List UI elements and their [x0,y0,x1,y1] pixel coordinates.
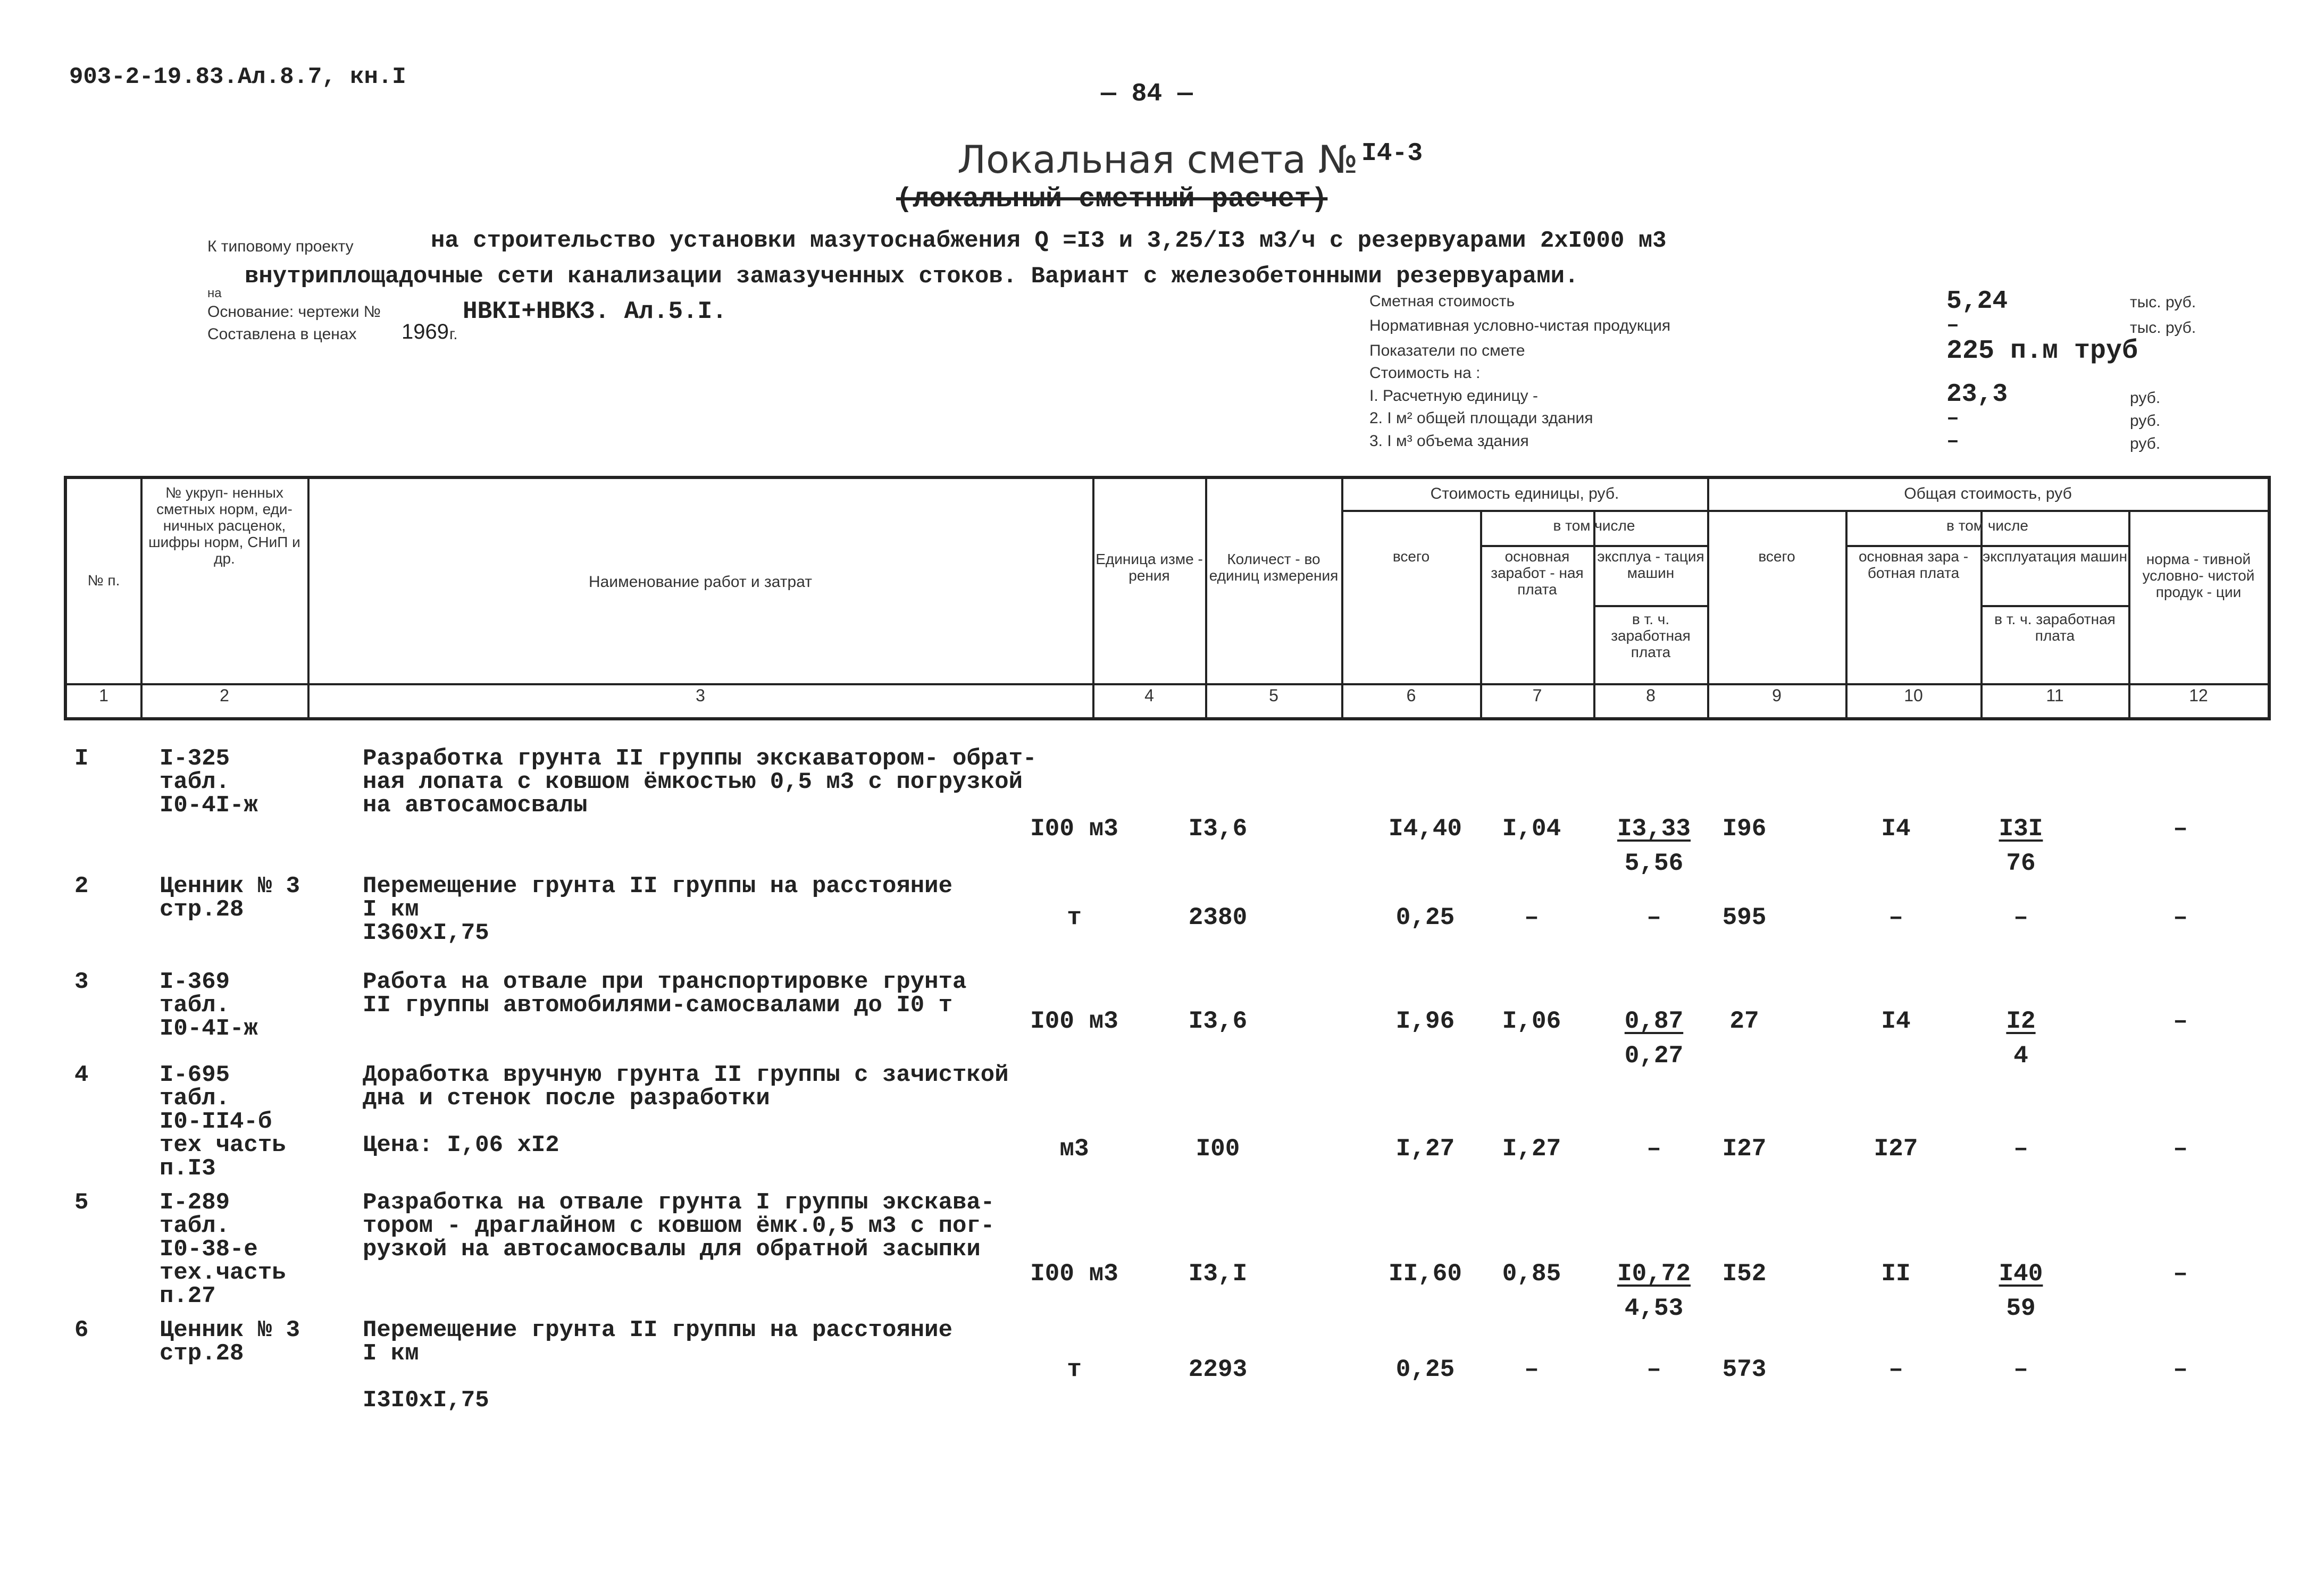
cell-c7: 0,85 [1502,1260,1561,1288]
cell-code: I-695 табл. I0-II4-б тех часть п.I3 [160,1062,286,1182]
col-number: 2 [220,686,229,705]
summary-value: – [1946,407,1960,431]
cell-c8: I3,33 [1617,815,1691,843]
header-normativ: норма - тивной условно- чистой продук - ции [2142,551,2255,600]
cell-c12: – [2173,1008,2188,1035]
cell-n: I [74,745,89,772]
cell-c10: II [1881,1260,1911,1288]
cell-c9: 27 [1729,1008,1759,1035]
col-number: 9 [1772,686,1782,705]
summary-value: – [1946,314,1960,338]
cell-c12: – [2173,815,2188,843]
cell-c8: 0,87 [1624,1008,1684,1035]
summary-unit: тыс. руб. [2130,293,2196,311]
estimate-table-header [64,476,2271,720]
header-col-name: Наименование работ и затрат [588,573,812,591]
header-group-total-cost: Общая стоимость, руб [1904,485,2072,502]
col-number: 5 [1269,686,1278,705]
cell-n: 2 [74,873,89,900]
cell-c7: – [1524,1356,1539,1383]
cell-c9: I52 [1722,1260,1767,1288]
cell-code: Ценник № 3 стр.28 [160,873,300,923]
cell-name: Доработка вручную грунта II группы с зачисткой дна и стенок после разработки Цена: I,06 xI2 [363,1062,1009,1158]
cell-name: Работа на отвале при транспортировке грунта II группы автомобилями-самосвалами до I0 т [363,969,967,1019]
summary-value: 225 п.м труб [1946,336,2138,366]
header-ekspl: эксплуа - тация машин [1597,548,1704,581]
cell-n: 4 [74,1062,89,1088]
cell-c8: – [1646,1135,1661,1163]
cell-c8b: 4,53 [1624,1295,1684,1322]
cell-unit: т [1067,904,1082,931]
summary-value: 5,24 [1946,287,2008,316]
prices-suffix: г. [449,325,458,343]
cell-unit: т [1067,1356,1082,1383]
cell-qty: 2380 [1188,904,1248,931]
header-osnovnaya-total: основная зара - ботная плата [1858,548,1969,581]
summary-label: 2. I м² общей площади здания [1369,409,1593,427]
header-vtch: в т. ч. заработная плата [1611,611,1691,660]
header-col-unit: Единица изме - рения [1096,551,1203,584]
cell-c9: 595 [1722,904,1767,931]
summary-unit: тыс. руб. [2130,319,2196,337]
cell-n: 3 [74,969,89,995]
cell-c11b: 4 [2013,1042,2028,1070]
summary-unit: руб. [2130,435,2161,452]
header-group-unit-cost: Стоимость единицы, руб. [1430,485,1619,502]
cell-c11: I3I [1999,815,2043,843]
cell-c7: I,06 [1502,1008,1561,1035]
cell-name: Перемещение грунта II группы на расстояние I км I3I0xI,75 [363,1317,952,1414]
header-col-code: № укруп- ненных сметных норм, еди- ничных расценок, шифры норм, СНиП и др. [148,484,300,567]
cell-c7: I,27 [1502,1135,1561,1163]
header-col-no: № п. [87,572,120,589]
summary-label: Показатели по смете [1369,342,1525,359]
cell-c11: I2 [2006,1008,2036,1035]
cell-c12: – [2173,904,2188,931]
header-col-qty: Количест - во единиц измерения [1209,551,1339,584]
cell-c11: – [2013,1135,2028,1163]
cell-c8b: 0,27 [1624,1042,1684,1070]
col-number: 3 [696,686,705,705]
col-number: 10 [1904,686,1923,705]
header-vsego-total: всего [1758,548,1795,565]
summary-label: 3. I м³ объема здания [1369,432,1529,450]
smeta-number: I4-3 [1361,139,1423,168]
cell-c10: – [1888,1356,1903,1383]
cell-c6: I4,40 [1388,815,1462,843]
summary-value: – [1946,430,1960,454]
cell-c6: 0,25 [1395,904,1455,931]
cell-c8b: 5,56 [1624,850,1684,877]
cell-c8: – [1646,904,1661,931]
document-code: 903-2-19.83.Ал.8.7, кн.I [69,64,406,90]
cell-c10: I4 [1881,815,1911,843]
col-number: 8 [1646,686,1656,705]
cell-c12: – [2173,1135,2188,1163]
cell-c8: – [1646,1356,1661,1383]
cell-n: 5 [74,1189,89,1216]
cell-c9: I27 [1722,1135,1767,1163]
cell-unit: I00 м3 [1030,1260,1118,1288]
cell-name: Перемещение грунта II группы на расстояние I км I360xI,75 [363,873,952,946]
cell-c11: I40 [1999,1260,2043,1288]
cell-qty: I00 [1196,1135,1240,1163]
cell-unit: I00 м3 [1030,1008,1118,1035]
summary-unit: руб. [2130,389,2161,407]
cell-c10: I4 [1881,1008,1911,1035]
col-number: 4 [1144,686,1154,705]
cell-c12: – [2173,1356,2188,1383]
cell-code: I-325 табл. I0-4I-ж [160,745,258,819]
cell-c6: I,27 [1395,1135,1455,1163]
cell-c10: I27 [1874,1135,1918,1163]
summary-label: Стоимость на : [1369,364,1481,382]
page-number: — 84 — [1101,80,1193,108]
cell-unit: I00 м3 [1030,815,1118,843]
cell-c11: – [2013,904,2028,931]
cell-code: I-369 табл. I0-4I-ж [160,969,258,1042]
col-number: 12 [2189,686,2208,705]
header-vtch-total: в т. ч. заработная плата [1994,611,2116,644]
header-v-tom-chisle: в том числе [1553,517,1635,534]
cell-c11b: 59 [2006,1295,2036,1322]
prices-label: Составлена в ценах [207,325,357,343]
cell-qty: I3,6 [1188,815,1248,843]
cell-code: Ценник № 3 стр.28 [160,1317,300,1367]
cell-unit: м3 [1059,1135,1089,1163]
cell-qty: I3,6 [1188,1008,1248,1035]
header-ekspl-total: эксплуатация машин [1982,548,2128,565]
summary-label: Сметная стоимость [1369,292,1515,310]
project-text-1: на строительство установки мазутоснабжения Q =I3 и 3,25/I3 м3/ч с резервуарами 2xI000 м3 [431,228,1667,254]
project-text-2: внутриплощадочные сети канализации замазученных стоков. Вариант с железобетонными резервуарами. [245,263,1579,290]
cell-c8: I0,72 [1617,1260,1691,1288]
cell-qty: I3,I [1188,1260,1248,1288]
page-title: Локальная смета № [957,137,1358,182]
cell-code: I-289 табл. I0-38-е тех.часть п.27 [160,1189,286,1309]
basis-value: НВКI+НВКЗ. Ал.5.I. [463,298,727,325]
project-na: на [207,286,222,300]
summary-label: Нормативная условно-чистая продукция [1369,317,1671,334]
col-number: 6 [1406,686,1416,705]
cell-qty: 2293 [1188,1356,1248,1383]
cell-c9: I96 [1722,815,1767,843]
prices-year: 1969 [402,320,449,343]
cell-c6: I,96 [1395,1008,1455,1035]
cell-c6: II,60 [1388,1260,1462,1288]
basis-label: Основание: чертежи № [207,303,381,321]
cell-c11: – [2013,1356,2028,1383]
cell-c12: – [2173,1260,2188,1288]
col-number: 11 [2046,686,2064,705]
cell-name: Разработка грунта II группы экскаватором- обрат- ная лопата с ковшом ёмкостью 0,5 м3 с погрузкой на автосамосвалы [363,745,1037,819]
summary-value: 23,3 [1946,380,2008,409]
cell-c7: – [1524,904,1539,931]
project-label: К типовому проекту [207,238,354,255]
summary-unit: руб. [2130,412,2161,430]
cell-n: 6 [74,1317,89,1344]
struck-subtitle: (локальный сметный расчет) [896,183,1328,215]
header-osnovnaya: основная заработ - ная плата [1491,548,1584,598]
col-number: 1 [99,686,108,705]
cell-c11b: 76 [2006,850,2036,877]
cell-c7: I,04 [1502,815,1561,843]
col-number: 7 [1532,686,1542,705]
cell-c6: 0,25 [1395,1356,1455,1383]
cell-c9: 573 [1722,1356,1767,1383]
header-vsego: всего [1392,548,1430,565]
header-v-tom-chisle-total: в том числе [1946,517,2028,534]
cell-c10: – [1888,904,1903,931]
cell-name: Разработка на отвале грунта I группы экскава- тором - драглайном с ковшом ёмк.0,5 м3 с пог- рузкой на автосамосвалы для обратной засыпки [363,1189,995,1263]
summary-label: I. Расчетную единицу - [1369,387,1538,405]
